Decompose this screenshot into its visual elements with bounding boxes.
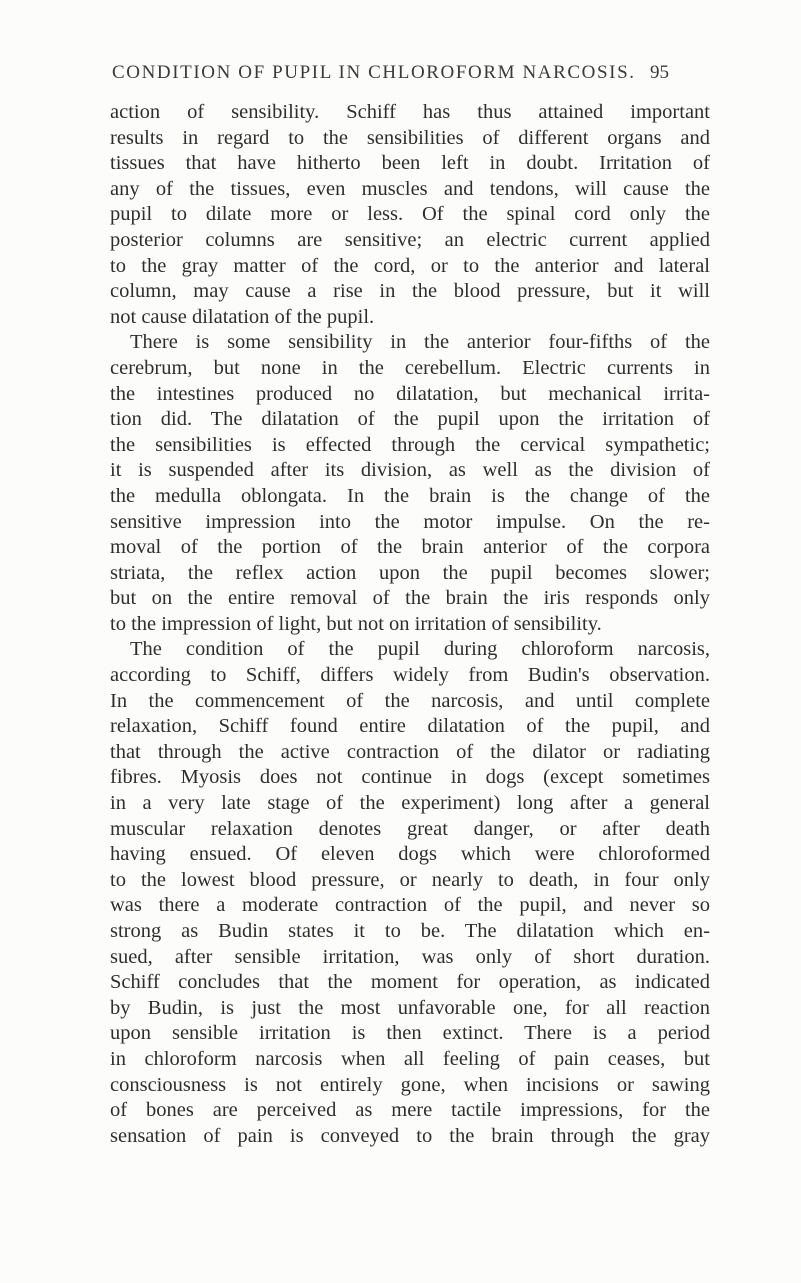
text-line: upon sensible irritation is then extinct. There is a period [110, 1022, 710, 1045]
text-line: the medulla oblongata. In the brain is the change of the [110, 484, 710, 507]
text-line: action of sensibility. Schiff has thus attained important [110, 101, 710, 123]
text-line: was there a moderate contraction of the pupil, and never so [110, 894, 710, 917]
text-line: it is suspended after its division, as well as the division of [110, 459, 710, 482]
text-line: that through the active contraction of the dilator or radiating [110, 740, 710, 763]
text-line: sued, after sensible irritation, was only of short duration. [110, 945, 710, 968]
text-line: results in regard to the sensibilities of different organs and [110, 126, 710, 149]
text-line: relaxation, Schiff found entire dilatation of the pupil, and [110, 715, 710, 738]
text-line: pupil to dilate more or less. Of the spinal cord only the [110, 203, 710, 226]
text-line: The condition of the pupil during chloroform narcosis, [130, 638, 710, 661]
text-line: to the gray matter of the cord, or to the anterior and lateral [110, 254, 710, 277]
text-line: There is some sensibility in the anterior four-fifths of the [130, 331, 710, 354]
text-line: to the impression of light, but not on irritation of sensibility. [110, 612, 602, 635]
text-line: Schiff concludes that the moment for operation, as indicated [110, 971, 710, 994]
text-line: to the lowest blood pressure, or nearly to death, in four only [110, 868, 710, 891]
text-line: not cause dilatation of the pupil. [110, 305, 375, 328]
text-line: according to Schiff, differs widely from Budin's observation. [110, 664, 710, 687]
text-line: posterior columns are sensitive; an electric current applied [110, 228, 710, 251]
text-line: column, may cause a rise in the blood pressure, but it will [110, 280, 710, 303]
text-line: but on the entire removal of the brain the iris responds only [110, 587, 710, 610]
text-line: in a very late stage of the experiment) long after a general [110, 792, 710, 815]
text-line: by Budin, is just the most unfavorable one, for all reaction [110, 996, 710, 1019]
text-line: strong as Budin states it to be. The dilatation which en- [110, 920, 710, 942]
text-line: cerebrum, but none in the cerebellum. Electric currents in [110, 356, 710, 379]
text-line: muscular relaxation denotes great danger, or after death [110, 817, 710, 840]
text-line: having ensued. Of eleven dogs which were chloroformed [110, 843, 710, 866]
text-line: In the commencement of the narcosis, and until complete [110, 689, 710, 712]
text-line: in chloroform narcosis when all feeling of pain ceases, but [110, 1047, 710, 1070]
body-text [110, 100, 710, 1149]
running-head [0, 62, 801, 90]
text-line: tion did. The dilatation of the pupil upon the irritation of [110, 408, 710, 431]
text-line: tissues that have hitherto been left in doubt. Irritation of [110, 152, 710, 175]
text-line: any of the tissues, even muscles and tendons, will cause the [110, 177, 710, 200]
text-line: the intestines produced no dilatation, but mechanical irrita- [110, 382, 710, 405]
text-line: of bones are perceived as mere tactile impressions, for the [110, 1099, 710, 1122]
text-line: moval of the portion of the brain anterior of the corpora [110, 536, 710, 559]
running-head-title: CONDITION OF PUPIL IN CHLOROFORM NARCOSIS. [112, 62, 636, 83]
text-line: sensitive impression into the motor impulse. On the re- [110, 510, 710, 533]
text-line: fibres. Myosis does not continue in dogs (except sometimes [110, 766, 710, 789]
text-line: sensation of pain is conveyed to the brain through the gray [110, 1124, 710, 1147]
text-line: consciousness is not entirely gone, when incisions or sawing [110, 1073, 710, 1096]
page-number: 95 [650, 62, 669, 83]
text-line: the sensibilities is effected through the cervical sympathetic; [110, 433, 710, 456]
text-line: striata, the reflex action upon the pupil becomes slower; [110, 561, 710, 584]
